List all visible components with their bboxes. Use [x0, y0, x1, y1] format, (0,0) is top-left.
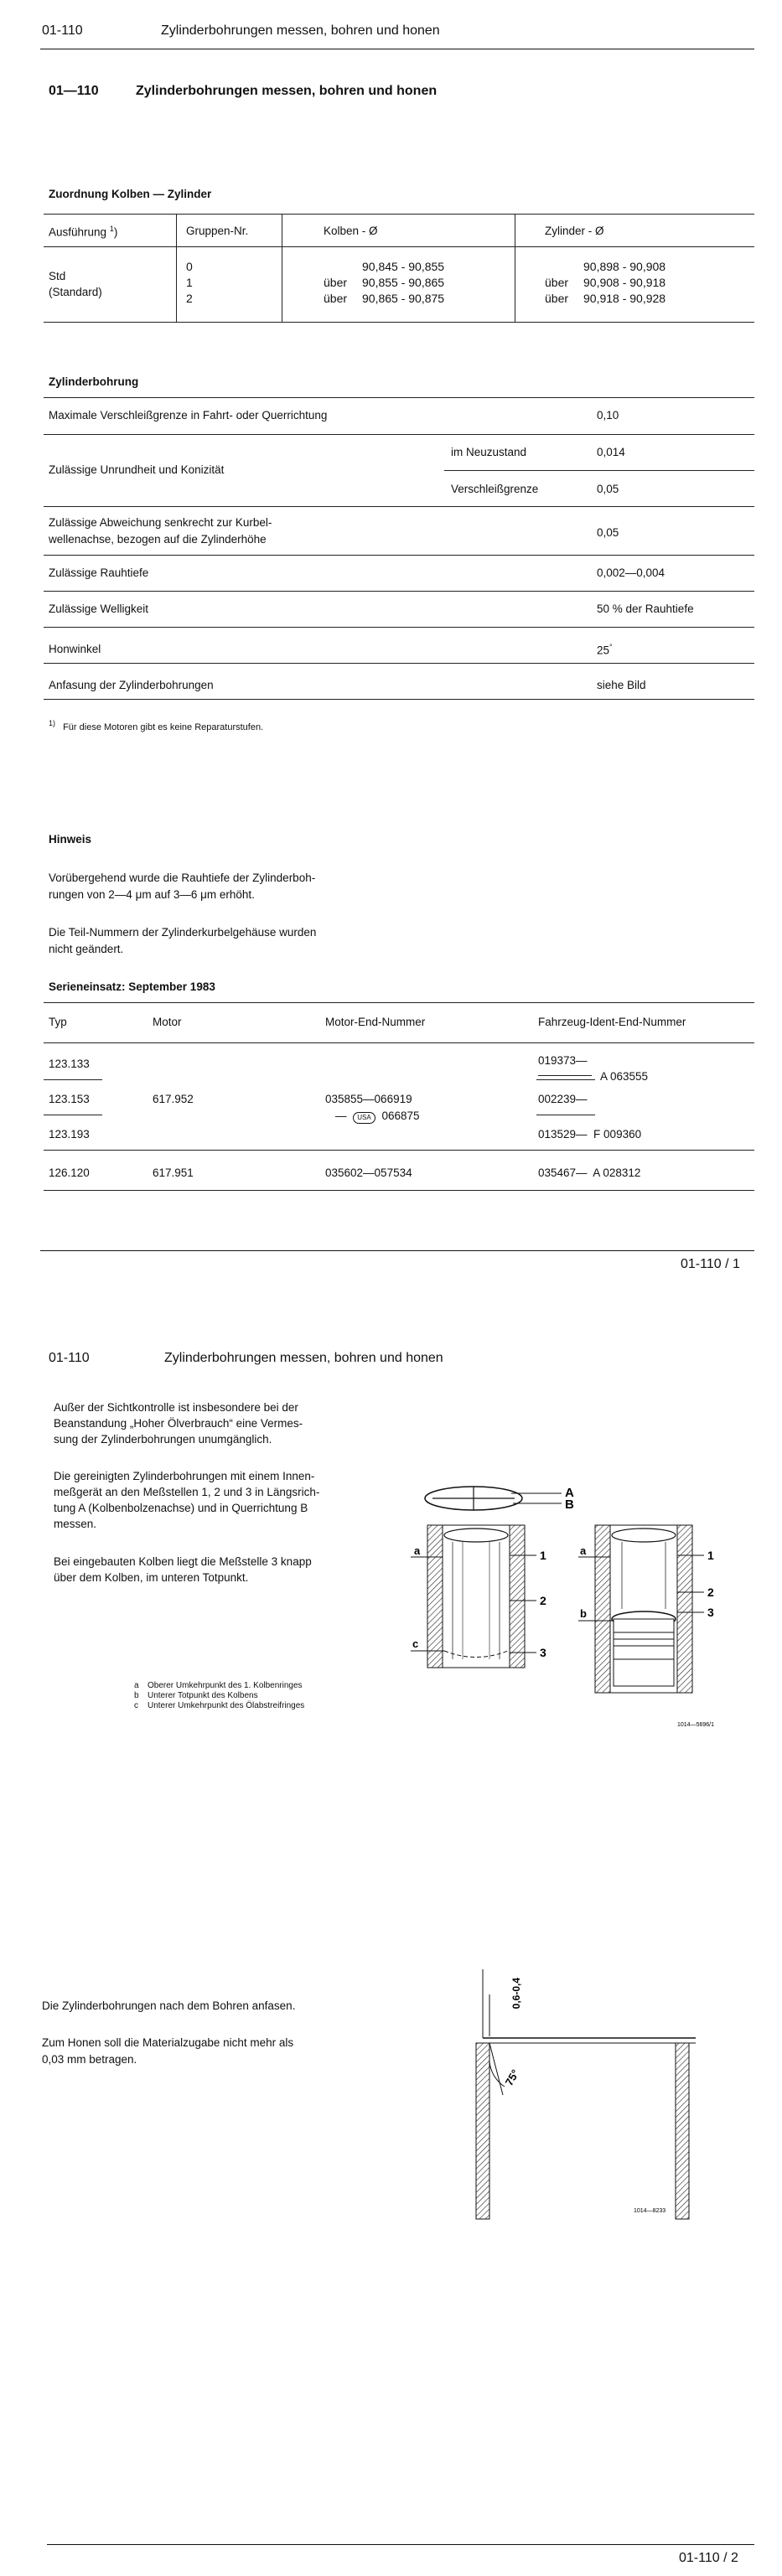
group-number: 0 [186, 260, 193, 273]
table-divider [176, 214, 177, 322]
bore-title: Zylinderbohrung [49, 375, 139, 388]
bore-r2-val1: 0,014 [597, 446, 625, 458]
typ-cell: 126.120 [49, 1166, 90, 1179]
header-code: 01-110 [42, 23, 83, 38]
typ-cell: 123.133 [49, 1058, 90, 1070]
figure-code: 1014—5696/1 [677, 1722, 714, 1728]
legend-item: b Unterer Totpunkt des Kolbens [134, 1691, 258, 1700]
label-2: 2 [540, 1594, 546, 1607]
chamfer-depth-label: 0,6-0,4 [510, 1978, 522, 2010]
serie-label: Serieneinsatz: September 1983 [49, 980, 215, 993]
zylinder-prefix: über [545, 276, 569, 289]
zylinder-range: 90,918 - 90,928 [583, 292, 666, 305]
cylinder-wall-right [677, 1525, 692, 1693]
motor-cell: 617.951 [153, 1166, 194, 1179]
figure-code: 1014—8233 [634, 2208, 666, 2214]
typ-cell: 123.153 [49, 1093, 90, 1105]
assign-title: Zuordnung Kolben — Zylinder [49, 188, 212, 200]
column-header-gruppen: Gruppen-Nr. [186, 225, 249, 237]
chamfer-text: Die Zylinderbohrungen nach dem Bohren anfasen. [42, 1999, 296, 2012]
header-title: Zylinderbohrungen messen, bohren und honen [164, 1351, 443, 1365]
col-ausf-label: Ausführung [49, 225, 107, 239]
bore-wall-left [476, 2043, 489, 2219]
note-title: Hinweis [49, 833, 92, 846]
text-line: meßgerät an den Meßstellen 1, 2 und 3 in Längsrich- [54, 1486, 320, 1498]
row-divider [536, 1079, 595, 1080]
header-title: Zylinderbohrungen messen, bohren und honen [161, 23, 440, 38]
text-line: messen. [54, 1518, 97, 1530]
paragraph-3 [54, 1554, 312, 1585]
fz-cell: 019373— [538, 1054, 588, 1067]
table-rule [44, 663, 754, 664]
label-2: 2 [707, 1585, 714, 1599]
table-rule [44, 1190, 754, 1191]
bore-r2-val2: 0,05 [597, 483, 619, 495]
zylinder-range: 90,898 - 90,908 [583, 260, 666, 273]
label-1: 1 [540, 1549, 546, 1562]
paragraph-1 [54, 1399, 303, 1447]
table-rule [44, 1150, 754, 1151]
footer-rule [47, 2544, 754, 2545]
bore-r2-sub2: Verschleißgrenze [451, 483, 539, 495]
note-text: Die Teil-Nummern der Zylinderkurbelgehäuse wurden [49, 926, 317, 939]
legend-item: c Unterer Umkehrpunkt des Ölabstreifringes [134, 1701, 305, 1710]
column-header-fz: Fahrzeug-Ident-End-Nummer [538, 1016, 686, 1028]
page-number: 01-110 / 2 [679, 2551, 738, 2565]
text-line: Außer der Sichtkontrolle ist insbesondere bei der [54, 1401, 298, 1414]
text-line: Bei eingebauten Kolben liegt die Meßstelle 3 knapp [54, 1555, 312, 1568]
cylinder-wall-left [595, 1525, 610, 1693]
footer-rule [40, 1250, 754, 1251]
bore-r7-value: siehe Bild [597, 679, 646, 691]
chamfer-angle-label: 75° [502, 2066, 522, 2088]
table-rule [44, 1042, 754, 1043]
group-number: 1 [186, 276, 193, 289]
cylinder-measurement-figure [411, 1475, 746, 1743]
bore-r2-label: Zulässige Unrundheit und Konizität [49, 463, 225, 476]
table-rule [44, 699, 754, 700]
page-number: 01-110 / 1 [681, 1257, 740, 1271]
zylinder-range: 90,908 - 90,918 [583, 276, 666, 289]
row-label-sub: (Standard) [49, 286, 102, 298]
column-header-typ: Typ [49, 1016, 67, 1028]
label-3: 3 [707, 1606, 714, 1619]
bore-r3-value: 0,05 [597, 526, 619, 539]
end-usa-cell [335, 1110, 420, 1124]
zylinder-prefix: über [545, 292, 569, 305]
label-a: a [414, 1544, 421, 1557]
table-rule [44, 434, 754, 435]
note-text: nicht geändert. [49, 943, 124, 955]
paragraph-2 [54, 1468, 319, 1532]
fz-cell: 013529— F 009360 [538, 1128, 642, 1141]
table-rule [44, 591, 754, 592]
table-rule [44, 627, 754, 628]
end-usa-number: 066875 [381, 1110, 420, 1122]
typ-cell: 123.193 [49, 1128, 90, 1141]
label-3: 3 [540, 1646, 546, 1659]
column-header-end: Motor-End-Nummer [325, 1016, 426, 1028]
text-line: sung der Zylinderbohrungen unumgänglich. [54, 1433, 272, 1446]
header-code: 01-110 [49, 1351, 90, 1365]
bore-r5-label: Zulässige Welligkeit [49, 603, 149, 615]
text-line: tung A (Kolbenbolzenachse) und in Querrichtung B [54, 1502, 308, 1514]
bore-r3-label: Zulässige Abweichung senkrecht zur Kurbel- [49, 516, 272, 529]
motor-cell: 617.952 [153, 1093, 194, 1105]
cylinder-wall-left [427, 1525, 443, 1668]
footnote-ref: 1 [109, 225, 114, 233]
bore-wall-right [676, 2043, 689, 2219]
kolben-range: 90,865 - 90,875 [362, 292, 445, 305]
bore-r6-label: Honwinkel [49, 643, 101, 655]
kolben-range: 90,845 - 90,855 [362, 260, 445, 273]
legend-item: a Oberer Umkehrpunkt des 1. Kolbenringes [134, 1681, 303, 1690]
text-line: Beanstandung „Hoher Ölverbrauch“ eine Vermes- [54, 1417, 303, 1430]
column-header-kolben: Kolben - Ø [324, 225, 378, 237]
chamfer-figure [453, 1961, 754, 2246]
section-code: 01—110 [49, 84, 99, 98]
bore-r6-value [597, 643, 613, 657]
row-label: Std [49, 270, 66, 282]
note-text: Vorübergehend wurde die Rauhtiefe der Zylinderboh- [49, 872, 316, 884]
bore-r2-sub1: im Neuzustand [451, 446, 527, 458]
table-rule [44, 506, 754, 507]
label-b: b [580, 1607, 587, 1620]
column-header-motor: Motor [153, 1016, 182, 1028]
bore-r3-label: wellenachse, bezogen auf die Zylinderhöhe [49, 533, 267, 546]
kolben-range: 90,855 - 90,865 [362, 276, 445, 289]
column-header-ausfuehrung [49, 225, 117, 239]
table-rule [44, 246, 754, 247]
fz-cell: 035467— A 028312 [538, 1166, 641, 1179]
degree-sign: ° [609, 643, 613, 651]
column-header-zylinder: Zylinder - Ø [545, 225, 604, 237]
label-A: A [565, 1486, 574, 1500]
footnote: $^{1)}$ Für diese Motoren gibt es keine Reparaturstufen. [49, 719, 264, 732]
table-rule [44, 1002, 754, 1003]
group-number: 2 [186, 292, 193, 305]
bore-r1-value: 0,10 [597, 409, 619, 422]
piston [614, 1619, 674, 1686]
text-line: Die gereinigten Zylinderbohrungen mit einem Innen- [54, 1470, 315, 1482]
label-a: a [580, 1544, 587, 1557]
end-cell: 035602—057534 [325, 1166, 412, 1179]
label-c: c [412, 1637, 419, 1650]
label-1: 1 [707, 1549, 714, 1562]
kolben-prefix: über [324, 276, 348, 289]
chamfer-text: 0,03 mm betragen. [42, 2053, 137, 2066]
chamfer-text: Zum Honen soll die Materialzugabe nicht mehr als [42, 2036, 294, 2049]
usa-badge: USA [353, 1112, 375, 1124]
fz-continuation-line [538, 1075, 592, 1076]
bore-r4-value: 0,002—0,004 [597, 566, 665, 579]
note-text: rungen von 2—4 μm auf 3—6 μm erhöht. [49, 888, 255, 901]
table-rule [44, 555, 754, 556]
kolben-prefix: über [324, 292, 348, 305]
bore-r7-label: Anfasung der Zylinderbohrungen [49, 679, 214, 691]
table-rule [44, 322, 754, 323]
bore-r5-value: 50 % der Rauhtiefe [597, 603, 694, 615]
section-title: Zylinderbohrungen messen, bohren und honen [136, 84, 438, 98]
end-usa-dash: — [335, 1110, 347, 1122]
bore-r4-label: Zulässige Rauhtiefe [49, 566, 149, 579]
hone-angle: 25 [597, 644, 610, 657]
footnote-mark: 1 [49, 719, 54, 727]
table-rule [44, 397, 754, 398]
table-rule [44, 214, 754, 215]
footnote-text: Für diese Motoren gibt es keine Reparaturstufen. [63, 722, 264, 732]
figure-legend [134, 1681, 304, 1711]
table-rule [444, 470, 754, 471]
bore-r1-label: Maximale Verschleißgrenze in Fahrt- oder Querrichtung [49, 409, 328, 422]
fz-cell: 002239— [538, 1093, 588, 1105]
text-line: über dem Kolben, im unteren Totpunkt. [54, 1571, 249, 1584]
end-cell: 035855—066919 [325, 1093, 412, 1105]
cylinder-wall-right [510, 1525, 525, 1668]
fz-cell: A 063555 [600, 1070, 649, 1083]
label-B: B [565, 1497, 574, 1512]
row-divider [44, 1079, 102, 1080]
footnote-paren: ) [113, 225, 118, 239]
